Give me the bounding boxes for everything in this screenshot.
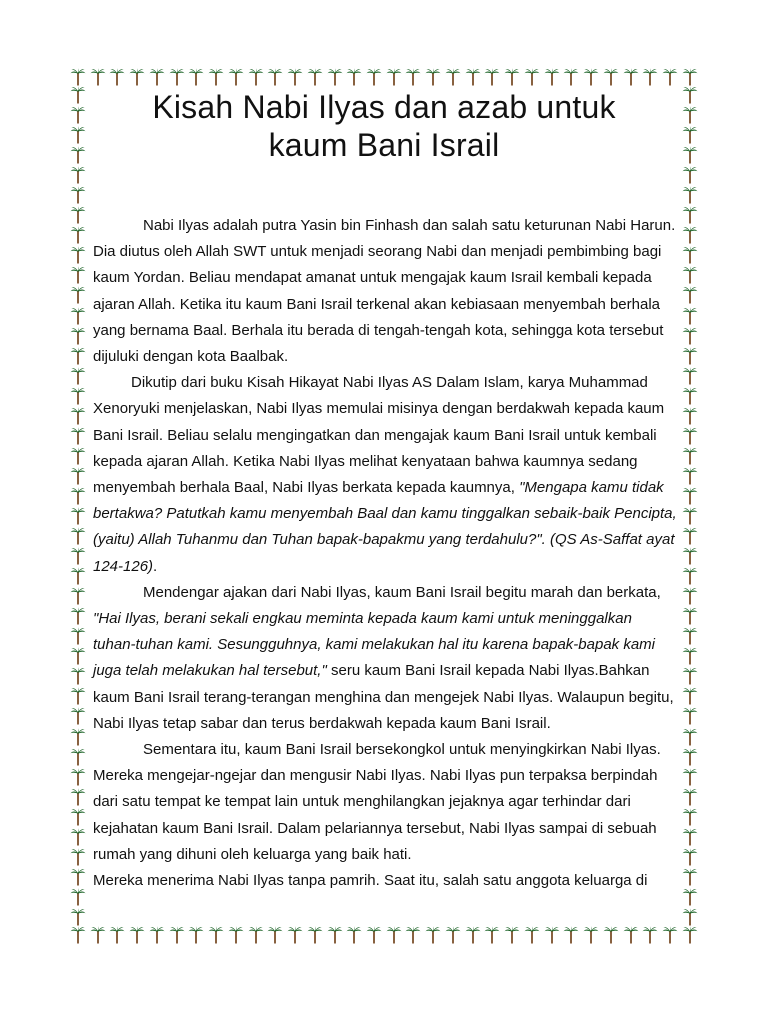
palm-tree-icon	[682, 567, 698, 585]
palm-tree-icon	[425, 926, 441, 944]
palm-tree-icon	[642, 926, 658, 944]
palm-tree-icon	[583, 926, 599, 944]
paragraph-5: Mereka menerima Nabi Ilyas tanpa pamrih. Saat itu, salah satu anggota keluarga di	[93, 872, 648, 890]
palm-tree-icon	[70, 908, 86, 926]
palm-tree-icon	[129, 68, 145, 86]
palm-tree-icon	[682, 848, 698, 866]
palm-tree-icon	[169, 926, 185, 944]
palm-tree-icon	[366, 926, 382, 944]
palm-tree-icon	[583, 68, 599, 86]
palm-tree-icon	[682, 327, 698, 345]
palm-tree-icon	[188, 926, 204, 944]
palm-tree-icon	[682, 507, 698, 525]
palm-tree-icon	[70, 868, 86, 886]
palm-tree-icon	[603, 68, 619, 86]
palm-tree-icon	[70, 427, 86, 445]
palm-tree-icon	[484, 926, 500, 944]
palm-tree-icon	[682, 347, 698, 365]
palm-tree-icon	[346, 68, 362, 86]
palm-tree-icon	[623, 926, 639, 944]
palm-tree-icon	[70, 647, 86, 665]
palm-tree-icon	[70, 587, 86, 605]
palm-tree-icon	[70, 848, 86, 866]
palm-tree-icon	[504, 926, 520, 944]
palm-tree-icon	[346, 926, 362, 944]
palm-tree-icon	[642, 68, 658, 86]
palm-tree-icon	[682, 126, 698, 144]
palm-tree-icon	[682, 86, 698, 104]
palm-tree-icon	[504, 68, 520, 86]
palm-border-left	[70, 86, 86, 926]
palm-tree-icon	[70, 407, 86, 425]
palm-tree-icon	[682, 427, 698, 445]
palm-tree-icon	[228, 926, 244, 944]
palm-tree-icon	[682, 728, 698, 746]
palm-tree-icon	[70, 828, 86, 846]
palm-tree-icon	[70, 788, 86, 806]
palm-tree-icon	[248, 68, 264, 86]
palm-tree-icon	[287, 68, 303, 86]
palm-tree-icon	[465, 68, 481, 86]
document-title	[100, 88, 668, 164]
palm-tree-icon	[248, 926, 264, 944]
paragraph-1: Nabi Ilyas adalah putra Yasin bin Finhash dan salah satu keturunan Nabi Harun. Dia diutus oleh Allah SWT untuk menjadi seorang Nabi dan menjadi pembimbing bagi kaum Yordan. Beliau mendapat amanat untuk mengajak kaum Israil kembali kepada ajaran Allah. Ketika itu kaum Bani Israil terkenal akan kebiasaan menyembah berhala yang bernama Baal. Berhala itu berada di tengah-tengah kota, sehingga kota tersebut dijuluki dengan kota Baalbak.	[93, 217, 676, 366]
palm-tree-icon	[662, 926, 678, 944]
palm-tree-icon	[208, 68, 224, 86]
palm-tree-icon	[70, 367, 86, 385]
palm-tree-icon	[70, 687, 86, 705]
palm-tree-icon	[682, 407, 698, 425]
palm-tree-icon	[682, 748, 698, 766]
palm-tree-icon	[682, 387, 698, 405]
palm-tree-icon	[70, 547, 86, 565]
palm-tree-icon	[149, 68, 165, 86]
palm-tree-icon	[327, 926, 343, 944]
palm-tree-icon	[70, 146, 86, 164]
palm-tree-icon	[405, 68, 421, 86]
palm-tree-icon	[386, 68, 402, 86]
palm-tree-icon	[70, 126, 86, 144]
palm-tree-icon	[603, 926, 619, 944]
palm-tree-icon	[682, 647, 698, 665]
palm-tree-icon	[70, 68, 86, 86]
palm-tree-icon	[465, 926, 481, 944]
palm-tree-icon	[70, 266, 86, 284]
palm-tree-icon	[682, 607, 698, 625]
palm-tree-icon	[682, 627, 698, 645]
document-body	[93, 213, 677, 894]
palm-tree-icon	[682, 547, 698, 565]
palm-tree-icon	[70, 926, 86, 944]
paragraph-4: Sementara itu, kaum Bani Israil bersekongkol untuk menyingkirkan Nabi Ilyas. Mereka mengejar-ngejar dan mengusir Nabi Ilyas. Nabi Ilyas pun terpaksa berpindah dari satu tempat ke tempat lain untuk menghilangkan jejaknya agar terhindar dari kejahatan kaum Bani Israil. Dalam pelariannya tersebut, Nabi Ilyas sampai di sebuah rumah yang dihuni oleh keluarga yang baik hati.	[93, 741, 661, 863]
palm-tree-icon	[70, 226, 86, 244]
palm-tree-icon	[287, 926, 303, 944]
palm-tree-icon	[544, 926, 560, 944]
palm-tree-icon	[484, 68, 500, 86]
palm-tree-icon	[682, 888, 698, 906]
palm-tree-icon	[70, 627, 86, 645]
palm-border-top	[70, 68, 698, 86]
palm-tree-icon	[70, 347, 86, 365]
palm-tree-icon	[682, 587, 698, 605]
palm-tree-icon	[425, 68, 441, 86]
palm-tree-icon	[682, 768, 698, 786]
palm-tree-icon	[307, 926, 323, 944]
palm-tree-icon	[267, 926, 283, 944]
title-line-2: kaum Bani Israil	[268, 127, 500, 163]
palm-tree-icon	[682, 687, 698, 705]
palm-tree-icon	[70, 527, 86, 545]
palm-tree-icon	[366, 68, 382, 86]
palm-tree-icon	[682, 868, 698, 886]
palm-border-right	[682, 86, 698, 926]
palm-tree-icon	[682, 146, 698, 164]
palm-tree-icon	[682, 367, 698, 385]
palm-tree-icon	[445, 68, 461, 86]
palm-tree-icon	[70, 507, 86, 525]
palm-tree-icon	[682, 467, 698, 485]
palm-tree-icon	[70, 106, 86, 124]
palm-tree-icon	[662, 68, 678, 86]
palm-tree-icon	[70, 808, 86, 826]
palm-tree-icon	[70, 447, 86, 465]
palm-tree-icon	[129, 926, 145, 944]
palm-tree-icon	[682, 206, 698, 224]
palm-tree-icon	[445, 926, 461, 944]
palm-tree-icon	[682, 487, 698, 505]
palm-tree-icon	[70, 707, 86, 725]
palm-tree-icon	[70, 246, 86, 264]
palm-tree-icon	[544, 68, 560, 86]
palm-tree-icon	[682, 447, 698, 465]
palm-tree-icon	[70, 186, 86, 204]
palm-tree-icon	[682, 166, 698, 184]
palm-tree-icon	[682, 707, 698, 725]
palm-tree-icon	[70, 387, 86, 405]
palm-tree-icon	[307, 68, 323, 86]
palm-tree-icon	[90, 68, 106, 86]
palm-tree-icon	[682, 788, 698, 806]
palm-tree-icon	[188, 68, 204, 86]
palm-tree-icon	[682, 246, 698, 264]
palm-tree-icon	[70, 166, 86, 184]
palm-tree-icon	[682, 106, 698, 124]
palm-tree-icon	[70, 607, 86, 625]
palm-tree-icon	[109, 68, 125, 86]
palm-tree-icon	[70, 86, 86, 104]
palm-tree-icon	[524, 926, 540, 944]
palm-tree-icon	[70, 206, 86, 224]
palm-tree-icon	[386, 926, 402, 944]
palm-border-bottom	[70, 926, 698, 944]
palm-tree-icon	[682, 926, 698, 944]
palm-tree-icon	[70, 667, 86, 685]
palm-tree-icon	[682, 527, 698, 545]
palm-tree-icon	[682, 828, 698, 846]
palm-tree-icon	[208, 926, 224, 944]
palm-tree-icon	[169, 68, 185, 86]
palm-tree-icon	[70, 307, 86, 325]
palm-tree-icon	[682, 286, 698, 304]
palm-tree-icon	[70, 467, 86, 485]
palm-tree-icon	[70, 728, 86, 746]
palm-tree-icon	[70, 487, 86, 505]
bani-israil-quote: "Hai Ilyas, berani sekali engkau meminta kepada kaum kami untuk meninggalkan tuhan-tuhan kami. Sesungguhnya, kami melakukan hal itu karena bapak-bapak kami juga telah melakukan hal tersebut,"	[93, 610, 656, 680]
palm-tree-icon	[267, 68, 283, 86]
palm-tree-icon	[563, 68, 579, 86]
palm-tree-icon	[682, 307, 698, 325]
palm-tree-icon	[70, 748, 86, 766]
palm-tree-icon	[524, 68, 540, 86]
palm-tree-icon	[70, 327, 86, 345]
palm-tree-icon	[682, 808, 698, 826]
palm-tree-icon	[682, 186, 698, 204]
palm-tree-icon	[70, 567, 86, 585]
palm-tree-icon	[109, 926, 125, 944]
palm-tree-icon	[405, 926, 421, 944]
palm-tree-icon	[682, 266, 698, 284]
title-line-1: Kisah Nabi Ilyas dan azab untuk	[152, 89, 616, 125]
palm-tree-icon	[682, 667, 698, 685]
palm-tree-icon	[327, 68, 343, 86]
palm-tree-icon	[149, 926, 165, 944]
palm-tree-icon	[563, 926, 579, 944]
palm-tree-icon	[70, 286, 86, 304]
palm-tree-icon	[70, 888, 86, 906]
quran-quote: "Mengapa kamu tidak bertakwa? Patutkah kamu menyembah Baal dan kamu tinggalkan sebaik-baik Pencipta, (yaitu) Allah Tuhanmu dan Tuhan bapak-bapakmu yang terdahulu?". (QS As-Saffat ayat 124-126)	[93, 479, 677, 575]
paragraph-2: Dikutip dari buku Kisah Hikayat Nabi Ilyas AS Dalam Islam, karya Muhammad Xenoryuki menjelaskan, Nabi Ilyas memulai misinya dengan berdakwah kepada kaum Bani Israil. Beliau selalu mengingatkan dan mengajak kaum Bani Israil untuk kembali kepada ajaran Allah. Ketika Nabi Ilyas melihat kenyataan bahwa kaumnya sedang menyembah berhala Baal, Nabi Ilyas berkata kepada kaumnya, "Mengapa kamu tidak bertakwa? Patutkah kamu menyembah Baal dan kamu tinggalkan sebaik-baik Pencipta, (yaitu) Allah Tuhanmu dan Tuhan bapak-bapakmu yang terdahulu?". (QS As-Saffat ayat 124-126).	[93, 374, 677, 575]
palm-tree-icon	[70, 768, 86, 786]
palm-tree-icon	[623, 68, 639, 86]
paragraph-3: Mendengar ajakan dari Nabi Ilyas, kaum Bani Israil begitu marah dan berkata, "Hai Ilyas, berani sekali engkau meminta kepada kaum kami untuk meninggalkan tuhan-tuhan kami. Sesungguhnya, kami melakukan hal itu karena bapak-bapak kami juga telah melakukan hal tersebut," seru kaum Bani Israil kepada Nabi Ilyas.Bahkan kaum Bani Israil terang-terangan menghina dan mengejek Nabi Ilyas. Walaupun begitu, Nabi Ilyas tetap sabar dan terus berdakwah kepada kaum Bani Israil.	[93, 583, 674, 732]
palm-tree-icon	[682, 908, 698, 926]
palm-tree-icon	[228, 68, 244, 86]
palm-tree-icon	[682, 68, 698, 86]
palm-tree-icon	[682, 226, 698, 244]
palm-tree-icon	[90, 926, 106, 944]
